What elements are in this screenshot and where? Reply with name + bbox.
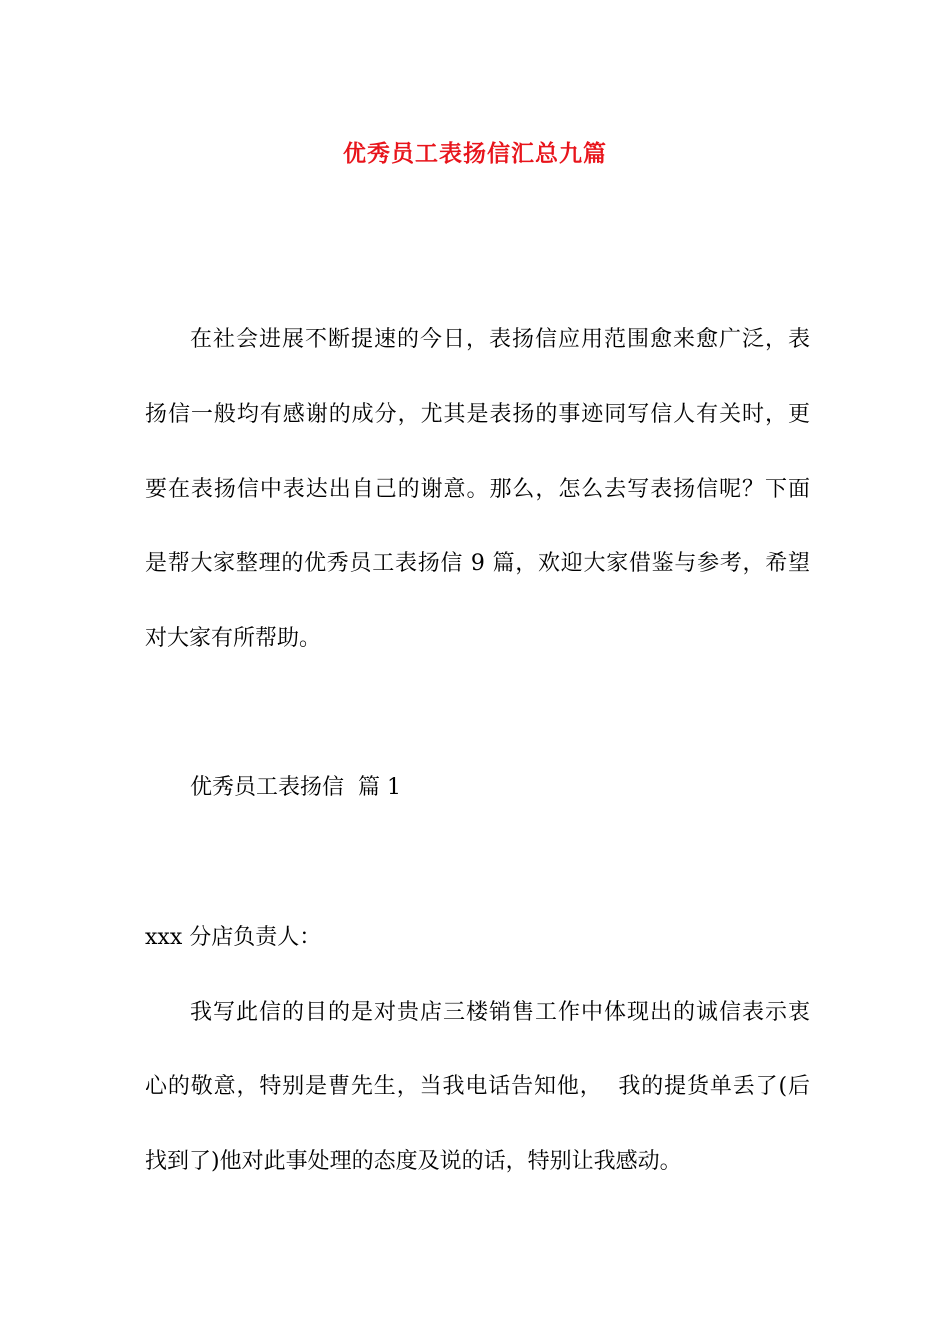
body-line: 找到了)他对此事处理的态度及说的话，特别让我感动。 (145, 1149, 682, 1174)
intro-line: 对大家有所帮助。 (145, 626, 322, 651)
body-line: 心的敬意，特别是曹先生，当我电话告知他， 我的提货单丢了(后 (145, 1074, 810, 1099)
section-heading: 优秀员工表扬信 篇 1 (190, 775, 401, 800)
intro-line: 是帮大家整理的优秀员工表扬信 9 篇，欢迎大家借鉴与参考，希望 (145, 551, 810, 576)
intro-line: 在社会进展不断提速的今日，表扬信应用范围愈来愈广泛，表 (190, 327, 810, 352)
salutation: xxx 分店负责人： (145, 925, 322, 950)
document-title: 优秀员工表扬信汇总九篇 (343, 140, 607, 167)
body-line: 我写此信的目的是对贵店三楼销售工作中体现出的诚信表示衷 (190, 1000, 810, 1025)
intro-line: 扬信一般均有感谢的成分，尤其是表扬的事迹同写信人有关时，更 (145, 402, 810, 427)
intro-line: 要在表扬信中表达出自己的谢意。那么，怎么去写表扬信呢？下面 (145, 477, 810, 502)
